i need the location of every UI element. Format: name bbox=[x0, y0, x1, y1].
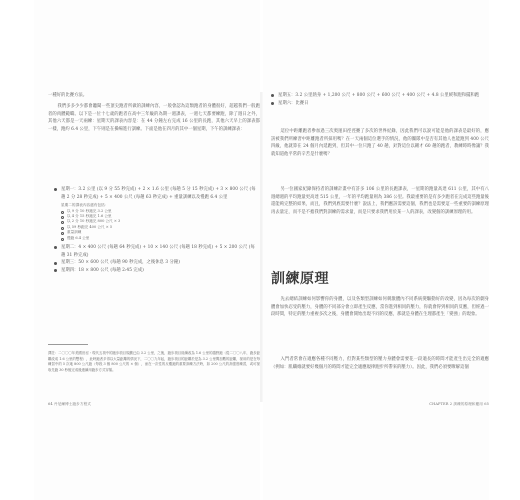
sub-list bbox=[61, 203, 259, 241]
list-item bbox=[54, 267, 259, 275]
bullet-text-wednesday: 星期三：50 × 600 公尺 (每趟 90 秒完成，之後休息 3 分鐘) bbox=[61, 260, 180, 266]
right-paragraph-4: 入門者常會在適應各種不同壓力，但對某些類型的壓力身體會需要花一段適長的時間才能產生出完全的適應（例如：肌纖維就要好幾個月的時間才能完全適應規律跑步所帶來的壓力）。因此，我們必須要瞭解這個 bbox=[271, 357, 489, 370]
bullet-text-saturday: 星期六：比賽日 bbox=[278, 100, 309, 106]
list-item bbox=[54, 259, 259, 267]
left-folio: 64 丹尼爾博士跑步方程式 bbox=[48, 402, 91, 406]
right-bullet-list bbox=[271, 92, 487, 107]
circle-bullet-icon bbox=[61, 211, 64, 214]
right-paragraph-2: 另一位國家紀錄保持者的訓練計畫中有許多 106 公里的長跑課表，一星期的跑量高達 611 公里，其中有八週總週的平均跑量更高達 515 公里，一年的平均跑量則為 386 公里。我最重要的是有多少跑者在完成這些跑量後還能夠完整的結果，而且，我們到底需要什麼？說法上，我們應該需要這個，我們也是需要這一些重要的訓練原理再去量定，而不是不擔我們對訓練的需求量，而是只要求我們用於某一人的課表，改變個的訓練原理的用。 bbox=[271, 187, 489, 215]
footnote: 譯註：二〇〇〇年美國田徑・現代五項中的跑步項目規劃已由 3.2 公里，之後，跑步項目陸續改為 1.6 公里的越野跑（從二〇〇八年，跑步距離改成 1.6 公里的雙程），此時跑者多得以大量距離的情況下，二〇〇九年起，跑步項目的距離於是為 3.2 公里間加數的距離，採用的是在每練習中的 5 次地 800 公尺跑（每段 3 個 800 公尺的 × 個），而在一次性的反覆跑的重要訓練方法時，如 200 公尺的高強度練習，或可採取先跑 30 秒後完成後連續用跑步方式穿插。 bbox=[48, 351, 260, 372]
list-item bbox=[271, 100, 487, 108]
bullet-text-monday: 星期一：3.2 公里 (以 9 分 55 秒完成) + 2 × 1.6 公里 (每趟 5 分 15 秒完成) + 3 × 800 公尺 (每趟 2 分 28 秒完成) + 5 × 400 公尺 (每趟 63 秒完成) + 重量訓練以及慢跑 6.4 公里 bbox=[61, 187, 256, 200]
circle-bullet-icon bbox=[61, 216, 64, 219]
bullet-icon bbox=[54, 262, 57, 265]
list-item bbox=[54, 186, 259, 201]
sub-list-item: 以 9 分 10 秒跑完 3.2 公里 bbox=[61, 209, 259, 214]
right-folio: CHAPTER 2 訓練的原理和應用 65 bbox=[429, 402, 489, 406]
right-paragraph-3: 先去總結訓練如何影響你的身體，以及各類型訓練如何刺激體內不同系統變驅動好的改變，因為每次的劇身體會加快忍受的壓力，身體的不同部分會立即產生反應，當你進到相同的壓力，你就會得到相同的反應，但經過一段時間，特定的壓力重複多次之後，身體會開始出現不同的反應，那就是身體在生理都產生「變強」的現象。 bbox=[271, 297, 489, 318]
bullet-icon bbox=[271, 94, 274, 97]
bullet-text-thursday: 星期四：18 × 800 公尺 (每趟 2:45 完成) bbox=[61, 267, 144, 273]
bullet-icon bbox=[54, 269, 57, 272]
footnote-rule bbox=[48, 344, 88, 345]
sub-list-item: 重量訓練 bbox=[61, 230, 259, 235]
sub-list-item: 以 4 分 15 秒跑完 1.6 公里 bbox=[61, 214, 259, 219]
left-page bbox=[34, 0, 260, 500]
bullet-icon bbox=[54, 188, 57, 191]
bullet-text-friday: 星期五：3.2 公里熱身 + 1,200 公尺 + 800 公尺 + 600 公尺 + 400 公尺 + 4.8 公里緩和跑和擺和跑 bbox=[278, 93, 480, 98]
list-item bbox=[54, 244, 259, 259]
sub-list-intro: 星期二的課表內容還有包括： bbox=[61, 203, 109, 208]
sub-list-item: 以 2 分 10 秒跑完 800 公尺 × 3 bbox=[61, 219, 259, 224]
left-paragraph: 我們多多少少都會聽聞一些頂尖跑者所做的訓練內容，一般會認為這類跑者的身體很好，超越我們一般跑者的肉體範疇。以下是一位十七歲的跑者在高中三年級的為期一週課表，一週七天都要練跑，除了週日之外，其他六天都是一天兩練：星期天的課表內容是：在 44 分鐘左右完成 16 公里的長跑，其他六天早上的課表都一樣，跑約 6.4 公里，下午則是在操場進行訓練。下面是他在四月的其中一個星期，下午的訓練課表： bbox=[48, 104, 260, 132]
circle-bullet-icon bbox=[61, 238, 64, 241]
left-bullet-list bbox=[54, 186, 259, 274]
bullet-icon bbox=[271, 102, 274, 105]
sub-list-item: 慢跑 6.4 公里 bbox=[61, 236, 259, 241]
section-heading: 訓練原理 bbox=[271, 271, 329, 287]
right-page bbox=[263, 0, 489, 500]
bullet-icon bbox=[54, 246, 57, 249]
bullet-text-tuesday: 星期二：4 × 400 公尺 (每趟 64 秒完成) + 10 × 140 公尺 (每趟 18 秒完成) + 5 × 200 公尺 (每趟 31 秒完成) bbox=[61, 245, 255, 258]
sub-list-item: 以 59 秒跑完 400 公尺 × 5 bbox=[61, 225, 259, 230]
circle-bullet-icon bbox=[61, 227, 64, 230]
right-paragraph-1: 這位中距離跑者參加過三次奧運田徑徑賽了多次的世界紀錄，因此我們可以說可能是他的課表是最好的，應該被我們所練習中距離跑者所採用嗎？在一天兩個這位選手的情況，他的團隊中是否有其他人也能跑到 400 公尺四級，他就算在 24 個月內延跑到，但其中一位只跑了 40 趟，針對這位以剛才 60 趟的跑者，教練時時像讓？我就知道他平常的辛苦是什麼嗎？ bbox=[271, 129, 489, 157]
intro-fragment: 一種好的比賽方法。 bbox=[48, 93, 88, 98]
list-item bbox=[271, 92, 487, 100]
